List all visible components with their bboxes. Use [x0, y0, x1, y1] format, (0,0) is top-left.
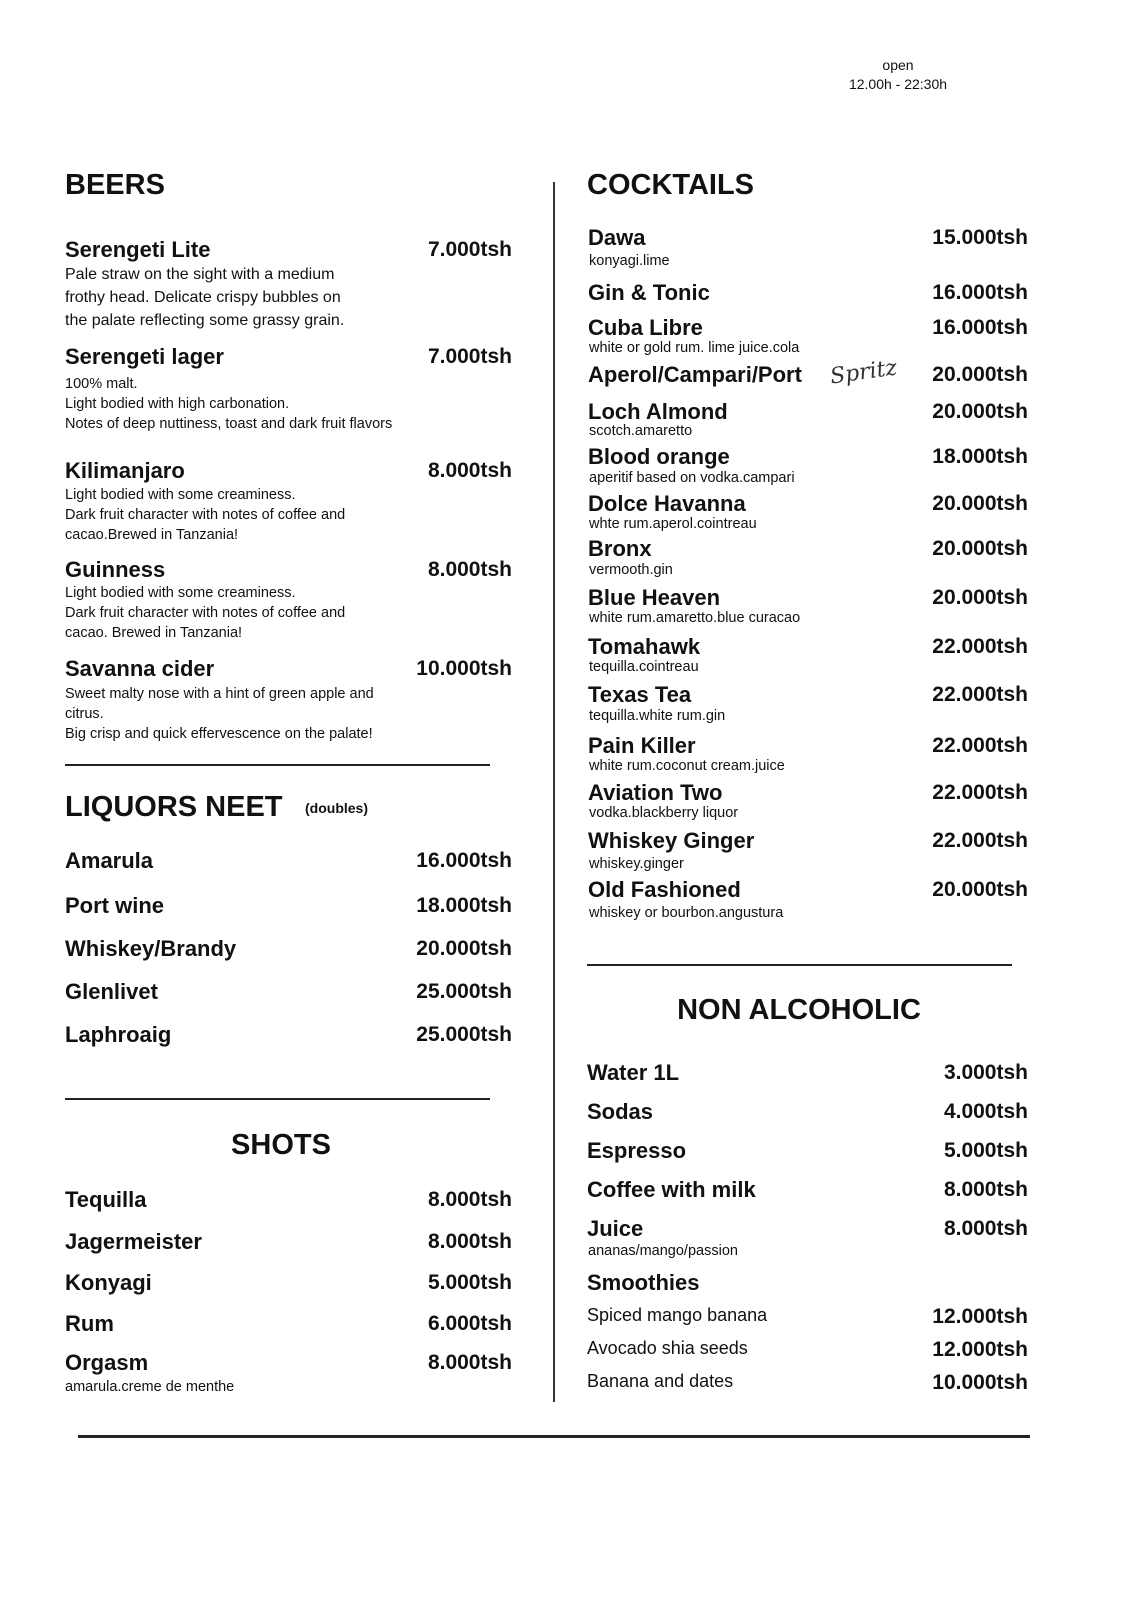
- menu-item-description: the palate reflecting some grassy grain.: [65, 311, 345, 329]
- smoothie-price: 12.000tsh: [932, 1338, 1028, 1361]
- menu-item-name: Water 1L: [587, 1060, 680, 1085]
- menu-item-description: Dark fruit character with notes of coffee and: [65, 507, 346, 523]
- menu-item-price: 8.000tsh: [427, 1351, 512, 1374]
- hours-time: 12.00h - 22:30h: [848, 76, 948, 92]
- menu-item-name: Tequilla: [65, 1187, 147, 1212]
- menu-item-name: Bronx: [588, 536, 652, 561]
- menu-item-price: 18.000tsh: [932, 445, 1028, 468]
- beers-title: BEERS: [65, 169, 165, 201]
- menu-item-price: 25.000tsh: [416, 1023, 512, 1046]
- menu-item-name: Rum: [65, 1311, 114, 1336]
- menu-item-name: Amarula: [65, 848, 154, 873]
- menu-item-description: frothy head. Delicate crispy bubbles on: [65, 288, 341, 306]
- menu-item-name: Sodas: [587, 1099, 654, 1124]
- menu-item-description: konyagi.lime: [589, 253, 670, 269]
- menu-item-description: white or gold rum. lime juice.cola: [589, 340, 800, 356]
- column-divider: [553, 182, 555, 1402]
- menu-item-name: Kilimanjaro: [65, 458, 185, 483]
- menu-item-description: Pale straw on the sight with a medium: [65, 265, 335, 283]
- menu-item-price: 8.000tsh: [943, 1217, 1028, 1240]
- menu-item-price: 25.000tsh: [416, 980, 512, 1003]
- menu-item-name: Aperol/Campari/Port: [588, 362, 802, 387]
- menu-item-description: Big crisp and quick effervescence on the palate!: [65, 726, 373, 742]
- menu-item-description: aperitif based on vodka.campari: [589, 470, 795, 486]
- menu-item-price: 16.000tsh: [416, 849, 512, 872]
- menu-item-description: vodka.blackberry liquor: [589, 805, 739, 821]
- menu-item-price: 8.000tsh: [427, 1188, 512, 1211]
- menu-item-price: 3.000tsh: [943, 1061, 1028, 1084]
- menu-item-name: Glenlivet: [65, 979, 158, 1004]
- menu-item-description: tequilla.cointreau: [589, 659, 699, 675]
- menu-item-description: cacao. Brewed in Tanzania!: [65, 625, 243, 641]
- menu-item-name: Loch Almond: [588, 399, 728, 424]
- divider: [587, 964, 1012, 966]
- spritz-script: Spritz: [828, 355, 899, 390]
- smoothie-price: 10.000tsh: [932, 1371, 1028, 1394]
- menu-item-price: 8.000tsh: [427, 459, 512, 482]
- menu-item-name: Cuba Libre: [588, 315, 703, 340]
- menu-item-price: 22.000tsh: [932, 734, 1028, 757]
- smoothie-name: Banana and dates: [587, 1371, 734, 1391]
- menu-item-description: cacao.Brewed in Tanzania!: [65, 527, 239, 543]
- liquors-note: (doubles): [305, 800, 368, 816]
- menu-item-price: 8.000tsh: [427, 1230, 512, 1253]
- menu-item-name: Whiskey/Brandy: [65, 936, 237, 961]
- menu-item-name: Texas Tea: [588, 682, 692, 707]
- menu-item-description: amarula.creme de menthe: [65, 1379, 235, 1395]
- menu-item-name: Juice: [587, 1216, 644, 1241]
- menu-item-price: 22.000tsh: [932, 829, 1028, 852]
- menu-item-name: Laphroaig: [65, 1022, 172, 1047]
- menu-item-description: citrus.: [65, 706, 104, 722]
- menu-item-price: 20.000tsh: [932, 537, 1028, 560]
- smoothie-name: Spiced mango banana: [587, 1305, 768, 1325]
- menu-item-name: Tomahawk: [588, 634, 701, 659]
- menu-item-description: whiskey or bourbon.angustura: [589, 905, 784, 921]
- menu-item-description: Notes of deep nuttiness, toast and dark fruit flavors: [65, 416, 393, 432]
- menu-item-price: 4.000tsh: [943, 1100, 1028, 1123]
- menu-item-name: Whiskey Ginger: [588, 828, 755, 853]
- menu-item-name: Gin & Tonic: [588, 280, 710, 305]
- menu-item-description: Sweet malty nose with a hint of green apple and: [65, 686, 374, 702]
- menu-item-price: 18.000tsh: [416, 894, 512, 917]
- cocktails-title: COCKTAILS: [587, 169, 755, 201]
- menu-item-name: Savanna cider: [65, 656, 215, 681]
- hours-label: open: [882, 57, 914, 73]
- menu-item-name: Orgasm: [65, 1350, 149, 1375]
- menu-item-description: tequilla.white rum.gin: [589, 708, 726, 724]
- menu-item-name: Konyagi: [65, 1270, 152, 1295]
- menu-item-price: 16.000tsh: [932, 281, 1028, 304]
- non-alcoholic-title: NON ALCOHOLIC: [677, 994, 921, 1026]
- menu-item-description: vermooth.gin: [589, 562, 673, 578]
- menu-item-price: 22.000tsh: [932, 683, 1028, 706]
- menu-item-name: Blood orange: [588, 444, 730, 469]
- menu-item-price: 20.000tsh: [932, 492, 1028, 515]
- menu-item-name: Dolce Havanna: [588, 491, 746, 516]
- bottom-divider: [78, 1435, 1030, 1438]
- menu-item-name: Guinness: [65, 557, 166, 582]
- menu-item-name: Pain Killer: [588, 733, 696, 758]
- menu-item-description: whte rum.aperol.cointreau: [589, 516, 757, 532]
- menu-item-description: Light bodied with some creaminess.: [65, 487, 296, 503]
- menu-item-price: 22.000tsh: [932, 635, 1028, 658]
- menu-item-price: 22.000tsh: [932, 781, 1028, 804]
- menu-item-name: Port wine: [65, 893, 165, 918]
- menu-item-description: white rum.amaretto.blue curacao: [589, 610, 801, 626]
- menu-item-name: Smoothies: [587, 1270, 700, 1295]
- menu-item-name: Blue Heaven: [588, 585, 721, 610]
- menu-item-name: Jagermeister: [65, 1229, 202, 1254]
- menu-item-name: Dawa: [588, 225, 646, 250]
- smoothie-price: 12.000tsh: [932, 1305, 1028, 1328]
- menu-item-price: 7.000tsh: [427, 238, 512, 261]
- menu-item-description: Dark fruit character with notes of coffee and: [65, 605, 346, 621]
- menu-item-name: Espresso: [587, 1138, 687, 1163]
- menu-item-description: whiskey.ginger: [589, 856, 684, 872]
- menu-item-price: 20.000tsh: [416, 937, 512, 960]
- shots-title: SHOTS: [231, 1129, 331, 1161]
- menu-item-price: 20.000tsh: [932, 400, 1028, 423]
- menu-item-price: 5.000tsh: [427, 1271, 512, 1294]
- menu-item-description: Light bodied with some creaminess.: [65, 585, 296, 601]
- menu-item-description: Light bodied with high carbonation.: [65, 396, 290, 412]
- menu-item-name: Coffee with milk: [587, 1177, 756, 1202]
- menu-item-description: 100% malt.: [65, 376, 138, 392]
- menu-item-price: 20.000tsh: [932, 363, 1028, 386]
- menu-item-price: 6.000tsh: [427, 1312, 512, 1335]
- menu-item-price: 8.000tsh: [427, 558, 512, 581]
- menu-item-description: ananas/mango/passion: [588, 1243, 738, 1259]
- menu-item-price: 20.000tsh: [932, 586, 1028, 609]
- menu-item-price: 8.000tsh: [943, 1178, 1028, 1201]
- menu-item-price: 15.000tsh: [932, 226, 1028, 249]
- menu-item-description: white rum.coconut cream.juice: [589, 758, 785, 774]
- divider: [65, 764, 490, 766]
- menu-item-price: 5.000tsh: [943, 1139, 1028, 1162]
- divider: [65, 1098, 490, 1100]
- menu-item-description: scotch.amaretto: [589, 423, 693, 439]
- menu-item-price: 10.000tsh: [416, 657, 512, 680]
- menu-item-name: Serengeti lager: [65, 344, 224, 369]
- menu-item-name: Serengeti Lite: [65, 237, 211, 262]
- liquors-title: LIQUORS NEET: [65, 791, 283, 823]
- menu-item-price: 20.000tsh: [932, 878, 1028, 901]
- menu-item-price: 16.000tsh: [932, 316, 1028, 339]
- menu-item-name: Old Fashioned: [588, 877, 741, 902]
- menu-item-name: Aviation Two: [588, 780, 723, 805]
- menu-item-price: 7.000tsh: [427, 345, 512, 368]
- smoothie-name: Avocado shia seeds: [587, 1338, 748, 1358]
